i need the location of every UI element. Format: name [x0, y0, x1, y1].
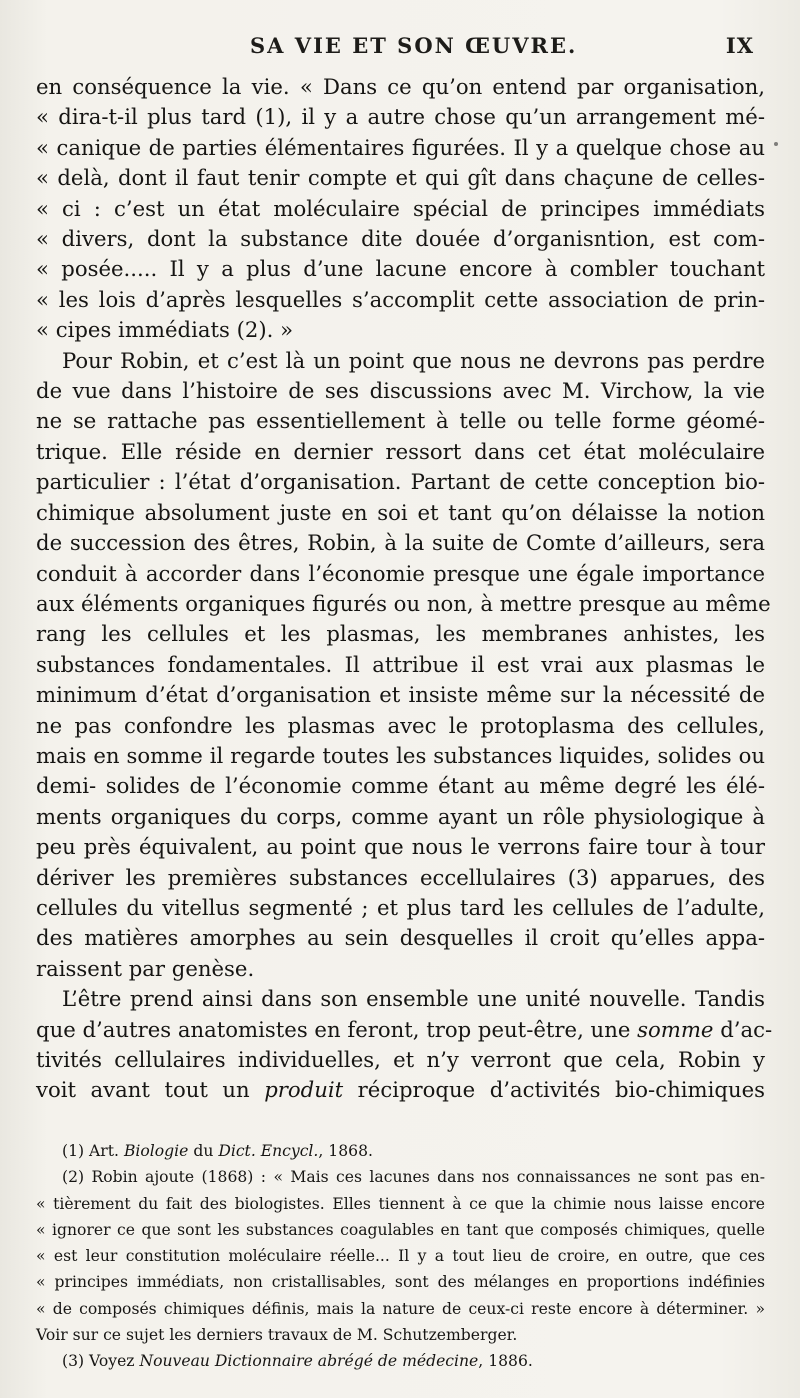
text-run: du: [188, 1142, 219, 1160]
text-line: ne se rattache pas essentiellement à telle ou telle forme géomé-: [36, 408, 765, 434]
text-line: « delà, dont il faut tenir compte et qui gît dans chaçune de celles-: [36, 165, 765, 191]
italic-title: Biologie: [123, 1142, 189, 1160]
text-line: tivités cellulaires individuelles, et n’y verront que cela, Robin y: [36, 1047, 765, 1072]
footnote-2-line: « ignorer ce que sont les substances coagulables en tant que composés chimiques, quelle: [36, 1220, 765, 1239]
paragraph-2: [36, 346, 771, 985]
text-run: , 1886.: [478, 1352, 533, 1371]
footnote-2-line: « principes immédiats, non cristallisables, sont des mélanges en proportions indéfinies: [36, 1273, 765, 1292]
text-line: de succession des êtres, Robin, à la suite de Comte d’ailleurs, sera: [36, 530, 765, 556]
paragraph-3: [36, 984, 773, 1106]
text-line: conduit à accorder dans l’économie presque une égale importance: [36, 560, 765, 586]
text-run: que d’autres anatomistes en feront, trop peut-être, une: [36, 1016, 638, 1042]
text-line: en conséquence la vie. « Dans ce qu’on entend par organisation,: [36, 74, 765, 99]
text-line: de vue dans l’histoire de ses discussions avec M. Virchow, la vie: [36, 378, 765, 404]
text-line: « ci : c’est un état moléculaire spécial de principes immédiats: [36, 195, 765, 221]
text-run: réciproque d’activités bio-chimiques: [343, 1077, 765, 1103]
footnote-2-line: « est leur constitution moléculaire réelle... Il y a tout lieu de croire, en outre, que ces: [36, 1247, 765, 1266]
italic-title: Dict. Encycl.: [218, 1142, 319, 1160]
text-line: chimique absolument juste en soi et tant qu’on délaisse la notion: [36, 499, 765, 525]
ink-speck: [774, 142, 778, 146]
text-run: , 1868.: [318, 1142, 373, 1160]
text-line: « divers, dont la substance dite douée d’organisntion, est com-: [36, 226, 765, 252]
text-line: minimum d’état d’organisation et insiste même sur la nécessité de: [36, 682, 765, 708]
text-line: L’être prend ainsi dans son ensemble une unité nouvelle. Tandis: [62, 986, 765, 1012]
text-line: substances fondamentales. Il attribue il est vrai aux plasmas le: [36, 651, 765, 677]
text-line: Pour Robin, et c’est là un point que nous ne devrons pas perdre: [62, 347, 765, 373]
footnote-3: [36, 1348, 765, 1374]
text-run: (1) Art.: [62, 1142, 124, 1160]
italic-word: somme: [637, 1016, 714, 1042]
footnotes: [36, 1138, 765, 1375]
text-line: « posée..... Il y a plus d’une lacune encore à combler touchant: [36, 256, 765, 282]
footnote-2-line: « de composés chimiques définis, mais la nature de ceux-ci reste encore à déterminer. »: [36, 1299, 765, 1318]
footnote-2-line: « tièrement du fait des biologistes. Elles tiennent à ce que la chimie nous laisse encore: [36, 1194, 765, 1213]
footnote-2-line: (2) Robin ajoute (1868) : « Mais ces lacunes dans nos connaissances ne sont pas en-: [62, 1168, 765, 1187]
italic-word: produit: [264, 1077, 344, 1103]
running-title: SA VIE ET SON ŒUVRE.: [250, 33, 578, 58]
text-line: raissent par genèse.: [36, 955, 255, 981]
text-line: « cipes immédiats (2). »: [36, 317, 294, 343]
text-line: demi- solides de l’économie comme étant au même degré les élé-: [36, 773, 765, 799]
paragraph-1: [36, 72, 765, 346]
text-line: « dira-t-il plus tard (1), il y a autre chose qu’un arrangement mé-: [36, 104, 765, 130]
text-line: ments organiques du corps, comme ayant un rôle physiologique à: [36, 803, 765, 829]
text-line: trique. Elle réside en dernier ressort dans cet état moléculaire: [36, 438, 765, 464]
footnote-2-line: Voir sur ce sujet les derniers travaux de M. Schutzemberger.: [36, 1326, 518, 1345]
text-line: « canique de parties élémentaires figurées. Il y a quelque chose au: [36, 134, 765, 160]
text-line: [36, 1075, 765, 1105]
text-line: des matières amorphes au sein desquelles il croit qu’elles appa-: [36, 925, 765, 951]
text-line: « les lois d’après lesquelles s’accomplit cette association de prin-: [36, 286, 765, 312]
text-line: cellules du vitellus segmenté ; et plus tard les cellules de l’adulte,: [36, 894, 765, 920]
text-line: dériver les premières substances eccellulaires (3) apparues, des: [36, 864, 765, 890]
text-line: particulier : l’état d’organisation. Partant de cette conception bio-: [36, 469, 765, 495]
page-number: IX: [725, 33, 754, 58]
text-line: aux éléments organiques figurés ou non, à mettre presque au même: [36, 590, 771, 616]
text-line: mais en somme il regarde toutes les substances liquides, solides ou: [36, 742, 765, 768]
text-line: peu près équivalent, au point que nous le verrons faire tour à tour: [36, 834, 765, 860]
italic-title: Nouveau Dictionnaire abrégé de médecine: [139, 1352, 479, 1371]
text-line: [36, 1015, 773, 1045]
text-line: ne pas confondre les plasmas avec le protoplasma des cellules,: [36, 712, 765, 738]
footnote-1: [36, 1138, 765, 1164]
text-run: voit avant tout un: [36, 1077, 265, 1103]
text-run: (3) Voyez: [62, 1352, 140, 1371]
body-text: [36, 72, 773, 1106]
text-line: rang les cellules et les plasmas, les membranes anhistes, les: [36, 621, 765, 647]
page-header: [0, 33, 800, 63]
text-run: d’ac-: [713, 1016, 773, 1042]
